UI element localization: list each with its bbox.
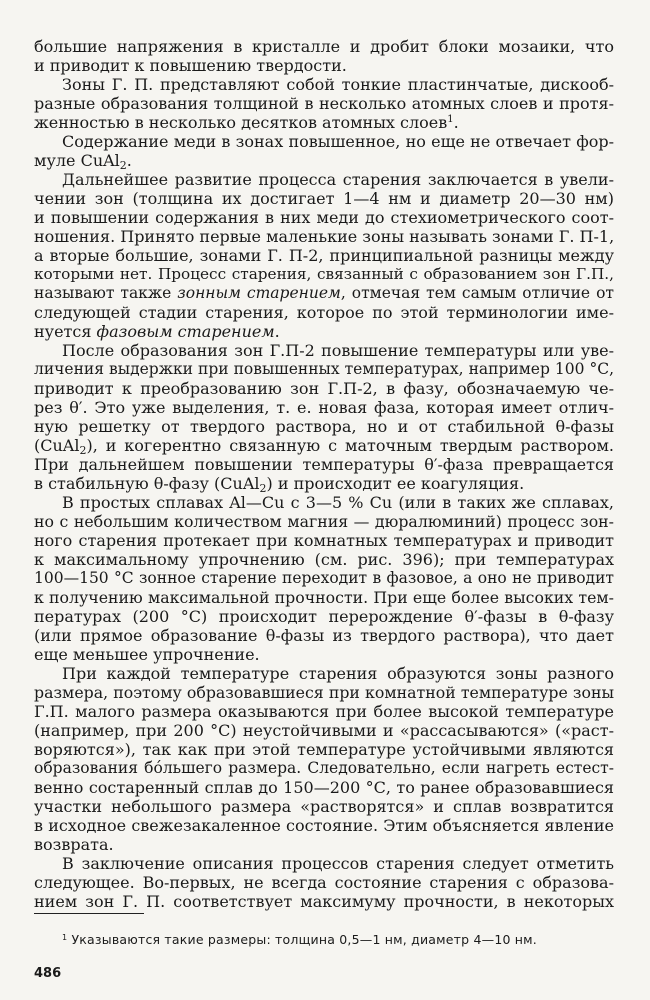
text-line: В простых сплавах Al—Cu с 3—5 % Cu (или в таких же сплавах, [62,493,614,512]
text-line: нием зон Г. П. соответствует максимуму прочности, в некоторых [34,892,614,911]
text-line: рез θ′. Это уже выделения, т. е. новая фаза, которая имеет отлич- [34,398,614,417]
text-line: возврата. [34,835,114,854]
italic-term: зонным старением [177,284,341,302]
text-line [34,436,614,455]
text-line [34,113,614,132]
text-span: нуется [34,322,97,341]
italic-term: фазовым старением [96,322,275,341]
text-line: (например, при 200 °С) неустойчивыми и «рассасываются» («раст- [34,721,614,740]
text-line: пературах (200 °С) происходит перерождение θ′-фазы в θ-фазу [34,607,614,626]
text-span: ) и происходит ее коагуляция. [266,474,525,493]
text-line: и повышении содержания в них меди до стехиометрического соот- [34,208,614,227]
text-line: После образования зон Г.П-2 повышение температуры или уве- [62,341,614,360]
footnote-text: Указываются такие размеры: толщина 0,5—1 нм, диаметр 4—10 нм. [71,932,537,947]
footnote-divider [34,913,144,914]
subscript: 2 [259,482,267,495]
text-line: еще меньшее упрочнение. [34,645,260,664]
text-line: к максимальному упрочнению (см. рис. 396); при температурах [34,550,614,569]
text-line: к получению максимальной прочности. При еще более высоких тем- [34,588,614,607]
text-line [34,322,614,341]
text-line: которыми нет. Процесс старения, связанный с образованием зон Г.П., [34,265,614,283]
text-line: но с небольшим количеством магния — дюралюминий) процесс зон- [34,512,614,531]
page-number: 486 [34,966,62,981]
text-span: . [453,113,459,132]
text-line: личения выдержки при повышенных температурах, например 100 °С, [34,360,614,378]
text-line: а вторые большие, зонами Г. П-2, принципиальной разницы между [34,246,614,265]
text-line: и приводит к повышению твердости. [34,56,347,75]
text-line: венно состаренный сплав до 150—200 °С, то ранее образовавшиеся [34,778,614,797]
footnote-ref[interactable]: 1 [447,114,454,125]
text-line: Содержание меди в зонах повышенное, но еще не отвечает фор- [62,132,614,151]
text-line: Зоны Г. П. представляют собой тонкие пластинчатые, дискооб- [62,75,614,94]
text-line: (или прямое образование θ-фазы из твердого раствора), что дает [34,626,614,645]
footnote [62,932,537,948]
text-line: следующее. Во-первых, не всегда состояние старения с образова- [34,873,614,892]
subscript: 2 [79,444,87,457]
text-line: При каждой температуре старения образуются зоны разного [62,664,614,683]
text-span: . [274,322,280,341]
text-line [34,151,614,170]
text-line: При дальнейшем повышении температуры θ′-фаза превращается [34,455,614,474]
text-span: называют также [34,284,178,302]
text-line: воряются»), так как при этой температуре устойчивыми являются [34,740,614,759]
text-line: чении зон (толщина их достигает 1—4 нм и диаметр 20—30 нм) [34,189,614,208]
text-line: Г.П. малого размера оказываются при более высокой температуре [34,702,614,721]
text-line: ную решетку от твердого раствора, но и от стабильной θ-фазы [34,417,614,436]
text-span: ), и когерентно связанную с маточным твердым раствором. [86,436,614,455]
text-line: ношения. Принято первые маленькие зоны называть зонами Г. П-1, [34,227,615,246]
text-line: 100—150 °С зонное старение переходит в фазовое, а оно не приводит [34,569,614,587]
text-line: ного старения протекает при комнатных температурах и приводит [34,531,614,550]
text-line: участки небольшого размера «растворятся» и сплав возвратится [34,797,614,816]
text-line: Дальнейшее развитие процесса старения заключается в увели- [62,170,614,189]
text-span: . [126,151,132,170]
footnote-marker: 1 [62,933,68,942]
subscript: 2 [119,159,127,172]
text-line [34,474,614,493]
text-line: образования бо́льшего размера. Следовательно, если нагреть естест- [34,759,614,777]
text-span: в стабильную θ-фазу (CuAl [34,474,260,493]
text-line: большие напряжения в кристалле и дробит блоки мозаики, что [34,37,614,56]
text-span: муле CuAl [34,151,120,170]
text-line: размера, поэтому образовавшиеся при комнатной температуре зоны [34,683,614,702]
text-line: в исходное свежезакаленное состояние. Этим объясняется явление [34,816,614,835]
text-span: женностью в несколько десятков атомных слоев [34,113,448,132]
text-line: разные образования толщиной в несколько атомных слоев и протя- [34,94,614,113]
text-line: приводит к преобразованию зон Г.П-2, в фазу, обозначаемую че- [34,379,614,398]
text-line: В заключение описания процессов старения следует отметить [62,854,614,873]
text-span: (CuAl [34,436,80,455]
text-line: следующей стадии старения, которое по этой терминологии име- [34,303,614,322]
text-span: , отмечая тем самым отличие от [340,284,614,302]
text-line [34,284,614,303]
